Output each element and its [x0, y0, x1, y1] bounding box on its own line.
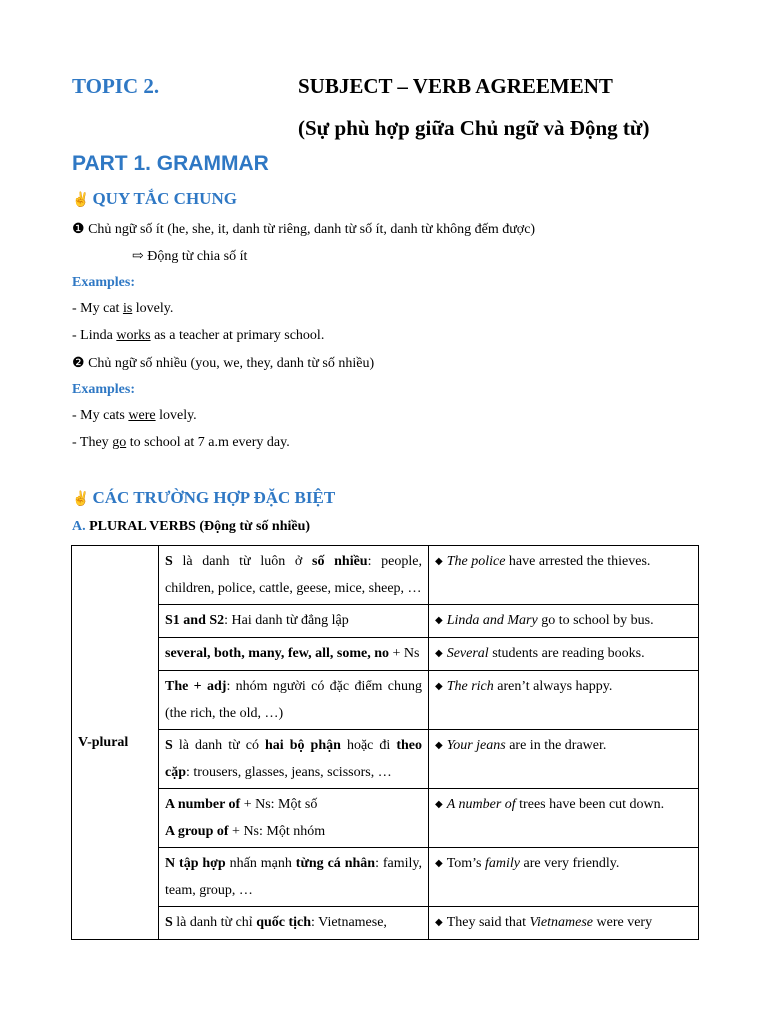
special-cases-title: CÁC TRƯỜNG HỢP ĐẶC BIỆT [92, 488, 336, 507]
examples-label: Examples: [72, 382, 135, 397]
general-rules-heading [72, 189, 237, 209]
general-rules-title: QUY TẮC CHUNG [92, 189, 237, 208]
rule-2-text: Chủ ngữ số nhiều (you, we, they, danh từ số nhiều) [88, 356, 375, 371]
rule-2-marker: ❷ [72, 356, 85, 371]
rule-1 [72, 221, 535, 238]
topic-title: SUBJECT – VERB AGREEMENT [298, 74, 613, 98]
rule-cell: S là danh từ có hai bộ phận hoặc đi theo cặp: trousers, glasses, jeans, scissors, … [159, 730, 429, 789]
example-line: - My cats were lovely. [72, 408, 197, 423]
subsection-letter: A. [72, 519, 86, 534]
arrow-right-icon: ⇨ [132, 249, 144, 264]
rule-cell: S là danh từ chỉ quốc tịch: Vietnamese, [159, 907, 429, 940]
diamond-bullet-icon: ◆ [435, 858, 443, 869]
topic-subtitle: (Sự phù hợp giữa Chủ ngữ và Động từ) [298, 116, 650, 140]
underlined-verb: were [128, 408, 156, 423]
table-row [72, 848, 699, 907]
table-row [72, 730, 699, 789]
example-cell: ◆ A number of trees have been cut down. [429, 789, 699, 848]
pen-icon: ✌ [72, 492, 90, 507]
topic-label: TOPIC 2. [72, 74, 160, 98]
rule-1-marker: ❶ [72, 222, 85, 237]
underlined-verb: is [122, 301, 133, 316]
rule-cell: N tập hợp nhấn mạnh từng cá nhân: family, team, group, … [159, 848, 429, 907]
table-row [72, 789, 699, 848]
plural-verbs-subheading [72, 519, 310, 535]
example-cell: ◆ The rich aren’t always happy. [429, 671, 699, 730]
diamond-bullet-icon: ◆ [435, 648, 443, 659]
diamond-bullet-icon: ◆ [435, 740, 443, 751]
topic-header [72, 74, 712, 104]
pen-icon: ✌ [72, 193, 90, 208]
subsection-title: PLURAL VERBS (Động từ số nhiều) [89, 519, 311, 534]
part-heading: PART 1. GRAMMAR [72, 152, 269, 175]
table-row [72, 907, 699, 940]
rule-cell: The + adj: nhóm người có đặc điểm chung (the rich, the old, …) [159, 671, 429, 730]
example-line: - My cat is lovely. [72, 301, 174, 316]
diamond-bullet-icon: ◆ [435, 681, 443, 692]
rule-cell: A number of + Ns: Một số A group of + Ns: Một nhóm [159, 789, 429, 848]
example-cell: ◆ Several students are reading books. [429, 638, 699, 671]
special-cases-heading [72, 488, 335, 508]
underlined-verb: works [116, 328, 151, 343]
example-line: - Linda works as a teacher at primary school. [72, 328, 325, 343]
example-cell: ◆ Linda and Mary go to school by bus. [429, 605, 699, 638]
rule-cell: several, both, many, few, all, some, no + Ns [159, 638, 429, 671]
row-header-v-plural: V-plural [72, 546, 159, 940]
example-line: - They go to school at 7 a.m every day. [72, 435, 290, 450]
rule-2 [72, 355, 374, 372]
plural-verbs-table [71, 545, 699, 940]
diamond-bullet-icon: ◆ [435, 917, 443, 928]
example-cell: ◆ They said that Vietnamese were very [429, 907, 699, 940]
diamond-bullet-icon: ◆ [435, 799, 443, 810]
rule-cell: S là danh từ luôn ở số nhiều: people, children, police, cattle, geese, mice, sheep, … [159, 546, 429, 605]
example-cell: ◆ Tom’s family are very friendly. [429, 848, 699, 907]
table-row [72, 671, 699, 730]
rule-1-result [132, 248, 247, 265]
example-cell: ◆ Your jeans are in the drawer. [429, 730, 699, 789]
example-cell: ◆ The police have arrested the thieves. [429, 546, 699, 605]
table-row [72, 605, 699, 638]
examples-label: Examples: [72, 275, 135, 290]
rule-1-result-text: Động từ chia số ít [147, 249, 248, 264]
table-row [72, 546, 699, 605]
diamond-bullet-icon: ◆ [435, 615, 443, 626]
rule-1-text: Chủ ngữ số ít (he, she, it, danh từ riêng, danh từ số ít, danh từ không đếm được) [88, 222, 536, 237]
rule-cell: S1 and S2: Hai danh từ đẳng lập [159, 605, 429, 638]
underlined-verb: go [112, 435, 127, 450]
diamond-bullet-icon: ◆ [435, 556, 443, 567]
table-row [72, 638, 699, 671]
